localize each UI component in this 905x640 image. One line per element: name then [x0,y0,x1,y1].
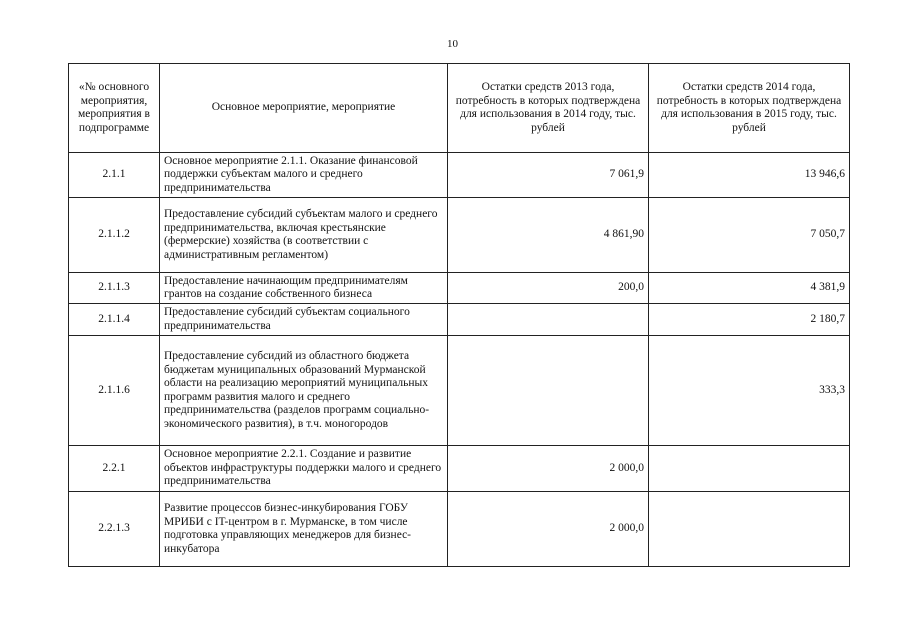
row-activity: Предоставление субсидий субъектам малого и среднего предпринимательства, включая крестьянские (фермерские) хозяйства (в соответствии с административным регламентом) [160,198,448,273]
row-number: 2.2.1.3 [69,492,160,567]
table-row [69,304,850,336]
row-value-2014: 2 180,7 [649,304,850,336]
row-number: 2.1.1.2 [69,198,160,273]
row-value-2014: 4 381,9 [649,273,850,304]
row-activity: Основное мероприятие 2.1.1. Оказание финансовой поддержки субъектам малого и среднего предпринимательства [160,153,448,198]
row-value-2013: 4 861,90 [448,198,649,273]
row-value-2013: 2 000,0 [448,446,649,492]
table-row [69,198,850,273]
header-remains-2013: Остатки средств 2013 года, потребность в которых подтверждена для использования в 2014 году, тыс. рублей [448,64,649,153]
header-remains-2014: Остатки средств 2014 года, потребность в которых подтверждена для использования в 2015 году, тыс. рублей [649,64,850,153]
row-value-2014 [649,446,850,492]
row-activity: Основное мероприятие 2.2.1. Создание и развитие объектов инфраструктуры поддержки малого и среднего предпринимательства [160,446,448,492]
row-activity: Предоставление начинающим предпринимателям грантов на создание собственного бизнеса [160,273,448,304]
row-value-2013: 7 061,9 [448,153,649,198]
table-header-row [69,64,850,153]
row-value-2013: 2 000,0 [448,492,649,567]
table-row [69,336,850,446]
row-value-2014: 7 050,7 [649,198,850,273]
header-activity: Основное мероприятие, мероприятие [160,64,448,153]
row-number: 2.1.1.4 [69,304,160,336]
row-activity: Предоставление субсидий субъектам социального предпринимательства [160,304,448,336]
row-number: 2.1.1.6 [69,336,160,446]
table-row [69,153,850,198]
table-row [69,446,850,492]
row-value-2014: 333,3 [649,336,850,446]
row-value-2014: 13 946,6 [649,153,850,198]
row-activity: Развитие процессов бизнес-инкубирования ГОБУ МРИБИ с IT-центром в г. Мурманске, в том числе подготовка управляющих менеджеров для бизнес-инкубатора [160,492,448,567]
row-number: 2.1.1 [69,153,160,198]
row-activity: Предоставление субсидий из областного бюджета бюджетам муниципальных образований Мурманской области на реализацию мероприятий муниципальных программ развития малого и среднего предпринимательства (разделов программ социально-экономического развития), в т.ч. моногородов [160,336,448,446]
table-row [69,492,850,567]
row-number: 2.1.1.3 [69,273,160,304]
budget-table [68,63,850,567]
row-value-2013 [448,304,649,336]
header-number: «№ основного мероприятия, мероприятия в подпрограмме [69,64,160,153]
row-value-2013: 200,0 [448,273,649,304]
table-row [69,273,850,304]
row-number: 2.2.1 [69,446,160,492]
row-value-2014 [649,492,850,567]
page-number: 10 [447,38,458,50]
row-value-2013 [448,336,649,446]
